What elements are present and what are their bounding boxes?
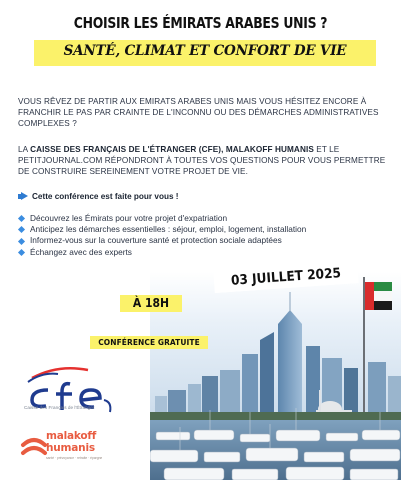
diamond-bullet-icon [18,226,25,233]
page-title: CHOISIR LES ÉMIRATS ARABES UNIS ? [73,14,328,32]
list-item [18,213,306,224]
malakoff-wordmark: malakoff [46,430,97,442]
list-item [18,224,306,235]
list-item-text: Découvrez les Émirats pour votre projet d'expatriation [30,213,228,223]
page-subtitle: SANTÉ, CLIMAT ET CONFORT DE VIE [63,43,347,59]
partners-prefix: LA [18,145,31,154]
event-date: 03 JUILLET 2025 [230,265,342,289]
intro-paragraph: VOUS RÊVEZ DE PARTIR AUX EMIRATS ARABES UNIS MAIS VOUS HÉSITEZ ENCORE À FRANCHIR LE PAS PAR CRAINTE DE L'INCONNU OU DES DÉMARCHES ADMINISTRATIVES COMPLEXES ? [18,97,379,129]
list-item [18,247,306,258]
event-hour: À 18H [132,296,170,310]
list-item-text: Échangez avec des experts [30,246,132,257]
megaphone-icon [18,192,29,201]
benefits-list [18,213,306,258]
price-label: CONFÉRENCE GRATUITE [98,337,200,347]
list-item-text: Informez-vous sur la couverture santé et protection sociale adaptées [30,235,282,246]
audience-announcement [18,192,179,201]
skyline-photo [150,272,401,480]
partners-names: CAISSE DES FRANÇAIS DE L'ÉTRANGER (CFE), MALAKOFF HUMANIS [30,145,314,154]
cfe-logo [18,362,130,420]
announcement-text: Cette conférence est faite pour vous ! [32,192,179,201]
list-item-text: Anticipez les démarches essentielles : séjour, emploi, logement, installation [30,224,307,235]
humanis-wordmark: humanis [46,442,95,454]
cfe-caption: Caisse des Français de l'Étranger [24,405,95,410]
diamond-bullet-icon [18,249,25,256]
diamond-bullet-icon [18,215,25,222]
partners-paragraph [18,144,390,178]
list-item [18,235,306,246]
diamond-bullet-icon [18,237,25,244]
malakoff-tagline: santé · prévoyance · retraite · épargne [46,456,103,460]
partners-suffix: ET LE PETITJOURNAL.COM RÉPONDRONT À TOUTES VOS QUESTIONS POUR VOUS PERMETTRE DE CONSTRUIRE SEREINEMENT VOTRE PROJET DE VIE. [18,145,386,177]
